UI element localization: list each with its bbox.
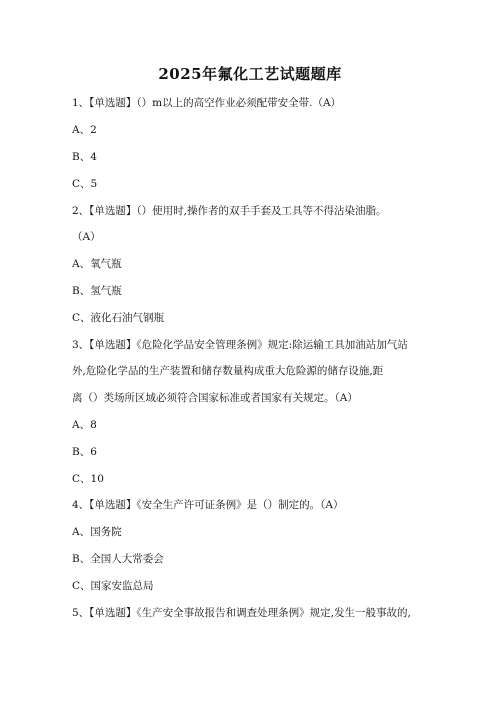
question-1-option-c: C、5 bbox=[72, 178, 98, 190]
question-4-option-b: B、全国人大常委会 bbox=[72, 553, 164, 565]
question-2-option-b: B、氢气瓶 bbox=[72, 285, 122, 297]
question-4-option-c: C、国家安监总局 bbox=[72, 580, 154, 592]
question-3-stem-line-1: 3、【单选题】《危险化学品安全管理条例》规定:除运输工具加油站加气站 bbox=[72, 339, 408, 351]
question-1-stem: 1、【单选题】（）m以上的高空作业必须配带安全带.（A） bbox=[72, 97, 342, 109]
question-3-stem-line-2: 外,危险化学品的生产装置和储存数量构成重大危险源的储存设施,距 bbox=[72, 365, 384, 377]
question-2-option-a: A、氧气瓶 bbox=[72, 258, 122, 270]
question-2-answer: （A） bbox=[72, 231, 101, 243]
question-3-option-c: C、10 bbox=[72, 473, 104, 485]
question-3-stem-line-3: 离（）类场所区域必须符合国家标准或者国家有关规定。（A） bbox=[72, 392, 358, 404]
question-2-option-c: C、液化石油气钢瓶 bbox=[72, 312, 165, 324]
question-3-option-a: A、8 bbox=[72, 419, 97, 431]
question-4-option-a: A、国务院 bbox=[72, 526, 122, 538]
question-4-stem: 4、【单选题】《安全生产许可证条例》是（）制定的。（A） bbox=[72, 499, 344, 511]
document-title: 2025年氟化工艺试题题库 bbox=[158, 65, 342, 83]
question-1-option-b: B、4 bbox=[72, 151, 97, 163]
question-1-option-a: A、2 bbox=[72, 124, 97, 136]
question-5-stem: 5、【单选题】《生产安全事故报告和调查处理条例》规定,发生一般事故的, bbox=[72, 607, 411, 619]
question-3-option-b: B、6 bbox=[72, 446, 97, 458]
question-2-stem: 2、【单选题】（）使用时,操作者的双手手套及工具等不得沾染油脂。 bbox=[72, 205, 387, 217]
